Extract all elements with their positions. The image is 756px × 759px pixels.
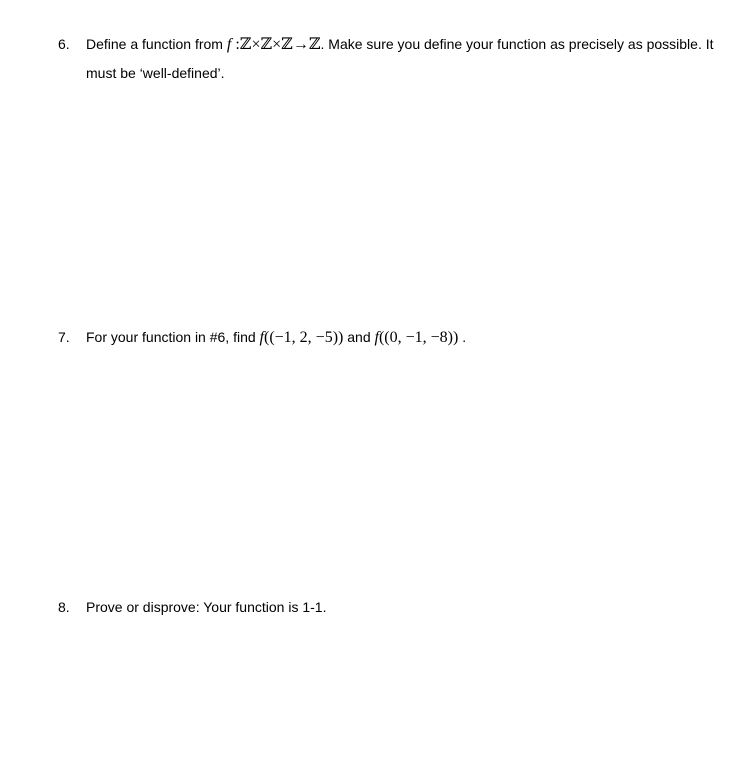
text-before: For your function in #6, find: [86, 329, 260, 345]
argument: ((0, −1, −8)): [378, 329, 459, 346]
text-before: Define a function from: [86, 36, 227, 52]
problem-6: [58, 30, 728, 88]
problem-7: [58, 323, 728, 352]
text-after: . Make sure you define your function as precisely as possible. It must be ‘well-defined’.: [86, 36, 714, 81]
problem-number: 8.: [58, 599, 70, 615]
function-evaluation-1: [260, 329, 344, 346]
problem-text: [86, 30, 728, 88]
text-mid: and: [343, 329, 375, 345]
colon: :: [231, 36, 240, 53]
problem-text: Prove or disprove: Your function is 1-1.: [86, 599, 327, 615]
function-signature: [227, 36, 321, 53]
function-symbol: f: [226, 36, 232, 53]
argument: ((−1, 2, −5)): [264, 329, 344, 346]
problem-number: 7.: [58, 329, 70, 345]
domain-codomain: ℤ×ℤ×ℤ→ℤ: [239, 36, 321, 53]
problem-text: [86, 323, 728, 352]
text-after: .: [458, 329, 467, 345]
function-symbol: f: [259, 329, 264, 346]
function-evaluation-2: [375, 329, 459, 346]
problem-number: 6.: [58, 36, 70, 52]
problem-8: [58, 593, 728, 622]
function-symbol: f: [374, 329, 379, 346]
